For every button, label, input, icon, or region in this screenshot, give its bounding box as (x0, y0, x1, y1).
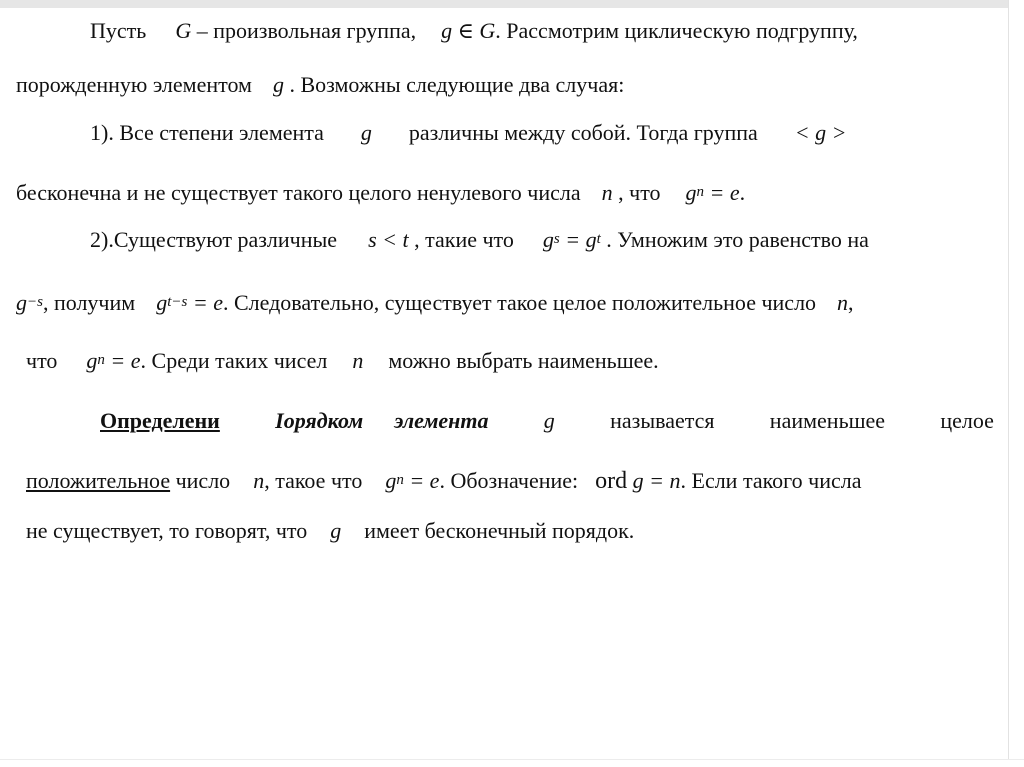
definition-line-2 (26, 466, 862, 499)
math-exponent: t−s (167, 294, 188, 310)
text: . Рассмотрим циклическую подгруппу, (495, 18, 858, 43)
text: , (848, 290, 854, 315)
math-symbol: g (330, 518, 342, 543)
math-symbol: g (543, 408, 555, 433)
case2-line-3 (26, 346, 659, 379)
text: , получим (42, 290, 136, 315)
slide-bottom-border (0, 759, 1024, 767)
text: положительное (26, 468, 171, 493)
text: наименьшее (769, 408, 886, 433)
case2-line-1 (90, 225, 869, 258)
math-symbol: g (16, 290, 27, 315)
slide-top-border (0, 0, 1024, 8)
definition-line-1 (100, 406, 994, 436)
text: не существует, то говорят, что (26, 518, 308, 543)
text: 2).Существуют различные (90, 227, 338, 252)
definition-label: Определени (100, 408, 220, 433)
definition-line-3 (26, 516, 634, 546)
intro-line-2 (16, 70, 624, 100)
math-symbol: g (156, 290, 168, 315)
text: различны между собой. Тогда группа (408, 120, 758, 145)
math-exponent: s (553, 231, 560, 247)
math-symbol: g (585, 227, 597, 252)
text: . (739, 180, 746, 205)
math-operator: = (565, 227, 581, 252)
math-operator: ord (595, 468, 628, 494)
math-symbol: g (385, 468, 397, 493)
text: имеет бесконечный порядок. (364, 518, 635, 543)
text: что (26, 348, 58, 373)
text: называется (610, 408, 715, 433)
text: целое (940, 408, 994, 433)
math-exponent: n (396, 472, 404, 488)
math-expression: = e (409, 468, 440, 493)
text: . Обозначение: (439, 468, 579, 493)
math-symbol: n (601, 180, 613, 205)
text: , такое что (264, 468, 363, 493)
text: 1). Все степени элемента (90, 120, 324, 145)
math-expression: g ∈ G (441, 18, 496, 43)
definition-term (275, 406, 488, 436)
math-expression: < g > (794, 120, 847, 145)
text: Iорядком (275, 408, 364, 433)
case2-line-2 (16, 288, 854, 321)
intro-line-1 (90, 16, 858, 46)
math-exponent: n (696, 184, 705, 200)
text: . Если такого числа (680, 468, 862, 493)
math-exponent: t (596, 231, 601, 247)
math-exponent: n (97, 352, 105, 368)
text: порожденную элементом (16, 72, 252, 97)
text: . Умножим это равенство на (606, 227, 869, 252)
text: число (175, 468, 231, 493)
math-symbol: g (685, 180, 697, 205)
text: бесконечна и не существует такого целого ненулевого числа (16, 180, 581, 205)
text: , что (618, 180, 661, 205)
math-symbol: g (86, 348, 98, 373)
text: . Среди таких чисел (140, 348, 328, 373)
math-expression: = e (110, 348, 141, 373)
text: . Возможны следующие два случая: (289, 72, 625, 97)
math-symbol: n (253, 468, 265, 493)
math-expression: s < t (368, 227, 409, 252)
text: элемента (394, 408, 489, 433)
math-expression: = e (709, 180, 740, 205)
math-symbol: g (542, 227, 554, 252)
case1-line-1 (90, 118, 846, 148)
math-symbol: g (360, 120, 372, 145)
case1-line-2 (16, 178, 745, 211)
text: – произвольная группа, (196, 18, 417, 43)
math-symbol: n (352, 348, 364, 373)
text: Пусть (90, 18, 147, 43)
math-symbol: g (272, 72, 284, 97)
text: . Следовательно, существует такое целое положительное число (222, 290, 817, 315)
math-expression: = e (192, 290, 223, 315)
math-exponent: −s (27, 294, 43, 310)
text: , такие что (414, 227, 514, 252)
slide-right-border (1008, 0, 1024, 767)
math-expression: g = n (632, 468, 681, 493)
text: можно выбрать наименьшее. (388, 348, 659, 373)
math-symbol: G (175, 18, 192, 43)
math-symbol: n (837, 290, 849, 315)
